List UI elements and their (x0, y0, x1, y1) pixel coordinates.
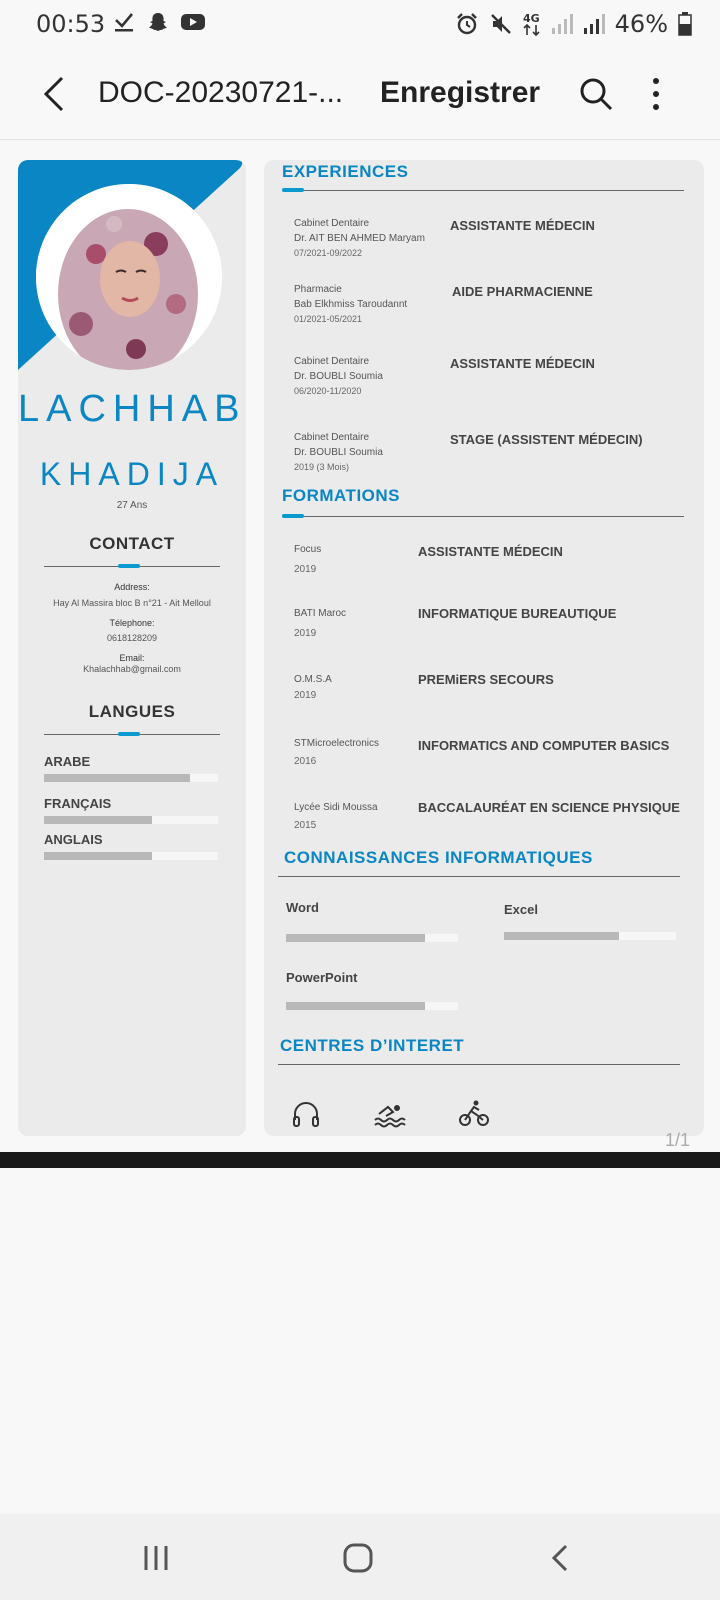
formation-org: Focus (294, 544, 322, 555)
profile-photo (36, 184, 222, 370)
languages-title: LANGUES (88, 702, 176, 721)
language-name: ANGLAIS (44, 832, 103, 847)
phone-value: 0618128209 (106, 633, 158, 643)
experience-org-name: Cabinet Dentaire (294, 356, 370, 367)
experience-role: ASSISTANTE MÉDECIN (450, 218, 595, 233)
network-4g-icon (523, 11, 541, 37)
back-button[interactable] (38, 74, 74, 114)
formation-year: 2016 (294, 756, 317, 767)
computer-skills-divider (278, 876, 680, 877)
skill-name: Word (286, 900, 319, 915)
more-options-button[interactable] (650, 76, 662, 112)
battery-icon (678, 12, 692, 36)
document-title: DOC-20230721-... (98, 76, 344, 109)
skill-level-bar (286, 1002, 458, 1010)
system-icons (455, 10, 692, 38)
formation-org: BATI Maroc (294, 608, 347, 619)
formation-title: ASSISTANTE MÉDECIN (418, 544, 563, 559)
status-time: 00:53 (36, 10, 106, 38)
notification-icons (112, 10, 206, 34)
contact-divider-accent (118, 564, 140, 568)
alarm-icon (455, 12, 479, 36)
formation-title: INFORMATICS AND COMPUTER BASICS (418, 738, 670, 753)
experiences-divider (282, 190, 684, 191)
swimming-icon (374, 1098, 406, 1128)
cv-main (264, 160, 704, 1136)
language-level-fill (44, 774, 190, 782)
youtube-icon (180, 11, 206, 33)
interests-title: CENTRES D’INTERET (280, 1036, 465, 1055)
languages-divider-accent (118, 732, 140, 736)
experience-date: 2019 (3 Mois) (294, 462, 350, 472)
mute-icon (489, 12, 513, 36)
interests-divider (278, 1064, 680, 1065)
skill-name: Excel (504, 902, 538, 917)
document-page[interactable] (0, 140, 720, 1152)
battery-percent: 46% (614, 10, 668, 38)
language-level-bar (44, 816, 218, 824)
contact-title: CONTACT (89, 534, 175, 553)
first-name: KHADIJA (39, 456, 225, 492)
home-button[interactable] (338, 1538, 378, 1578)
document-bottom-edge (0, 1152, 720, 1168)
language-level-bar (44, 774, 218, 782)
formations-divider (282, 516, 684, 517)
experience-role: STAGE (ASSISTENT MÉDECIN) (450, 432, 643, 447)
formation-year: 2015 (294, 820, 317, 831)
formation-year: 2019 (294, 564, 317, 575)
experience-org-name: Cabinet Dentaire (294, 218, 370, 229)
profile-photo-image (36, 184, 222, 370)
page-indicator: 1/1 (664, 1130, 690, 1150)
formation-title: INFORMATIQUE BUREAUTIQUE (418, 606, 617, 621)
signal-icon (551, 13, 573, 35)
language-name: FRANÇAIS (44, 796, 112, 811)
language-level-fill (44, 852, 152, 860)
email-value: Khalachhab@gmail.com (83, 664, 181, 674)
skill-level-bar (286, 934, 458, 942)
experience-org (294, 354, 383, 399)
app-bar (0, 48, 720, 140)
language-level-bar (44, 852, 218, 860)
experience-date: 06/2020-11/2020 (294, 386, 362, 396)
formation-org: O.M.S.A (294, 674, 332, 685)
address-label: Address: (114, 582, 150, 592)
save-button[interactable]: Enregistrer (380, 76, 541, 109)
computer-skills-title: CONNAISSANCES INFORMATIQUES (284, 848, 593, 867)
formation-org: Lycée Sidi Moussa (294, 802, 378, 813)
language-level-fill (44, 816, 152, 824)
search-button[interactable] (578, 76, 614, 112)
experiences-divider-accent (282, 188, 304, 192)
svg-text:4G: 4G (522, 12, 540, 25)
download-done-icon (112, 10, 136, 34)
experience-org-detail: Bab Elkhmiss Taroudannt (294, 299, 408, 310)
nav-back-button[interactable] (540, 1538, 580, 1578)
experience-org (294, 282, 407, 327)
last-name: LACHHAB (18, 388, 246, 430)
age: 27 Ans (116, 500, 148, 511)
experience-role: ASSISTANTE MÉDECIN (450, 356, 595, 371)
status-bar (0, 0, 720, 48)
snapchat-icon (146, 10, 170, 34)
formation-title: PREMiERS SECOURS (418, 672, 554, 687)
experience-date: 01/2021-05/2021 (294, 314, 363, 324)
experience-org-name: Cabinet Dentaire (294, 432, 370, 443)
experience-org (294, 216, 425, 261)
experience-org-detail: Dr. AIT BEN AHMED Maryam (294, 233, 425, 244)
cv-sidebar (18, 160, 246, 1136)
formation-title: BACCALAURÉAT EN SCIENCE PHYSIQUE (418, 800, 680, 815)
experience-date: 07/2021-09/2022 (294, 248, 363, 258)
experiences-title: EXPERIENCES (282, 162, 409, 181)
cycling-icon (458, 1098, 490, 1128)
experience-org (294, 430, 383, 475)
experience-org-detail: Dr. BOUBLI Soumia (294, 447, 383, 458)
navigation-bar (0, 1514, 720, 1600)
experience-role: AIDE PHARMACIENNE (452, 284, 593, 299)
signal-icon-2 (583, 13, 605, 35)
skill-level-fill (286, 934, 425, 942)
formations-title: FORMATIONS (282, 486, 401, 505)
skill-name: PowerPoint (286, 970, 358, 985)
formation-year: 2019 (294, 690, 317, 701)
experience-org-name: Pharmacie (294, 284, 342, 295)
recent-apps-button[interactable] (136, 1538, 176, 1578)
formation-year: 2019 (294, 628, 317, 639)
skill-level-fill (286, 1002, 425, 1010)
skill-level-fill (504, 932, 619, 940)
experience-org-detail: Dr. BOUBLI Soumia (294, 371, 383, 382)
phone-label: Télephone: (109, 618, 155, 628)
email-label: Email: (119, 653, 145, 663)
skill-level-bar (504, 932, 676, 940)
headphones-icon (290, 1098, 322, 1128)
language-name: ARABE (44, 754, 91, 769)
address-value: Hay Al Massira bloc B n°21 - Ait Melloul (53, 598, 211, 608)
formation-org: STMicroelectronics (294, 738, 380, 749)
formations-divider-accent (282, 514, 304, 518)
